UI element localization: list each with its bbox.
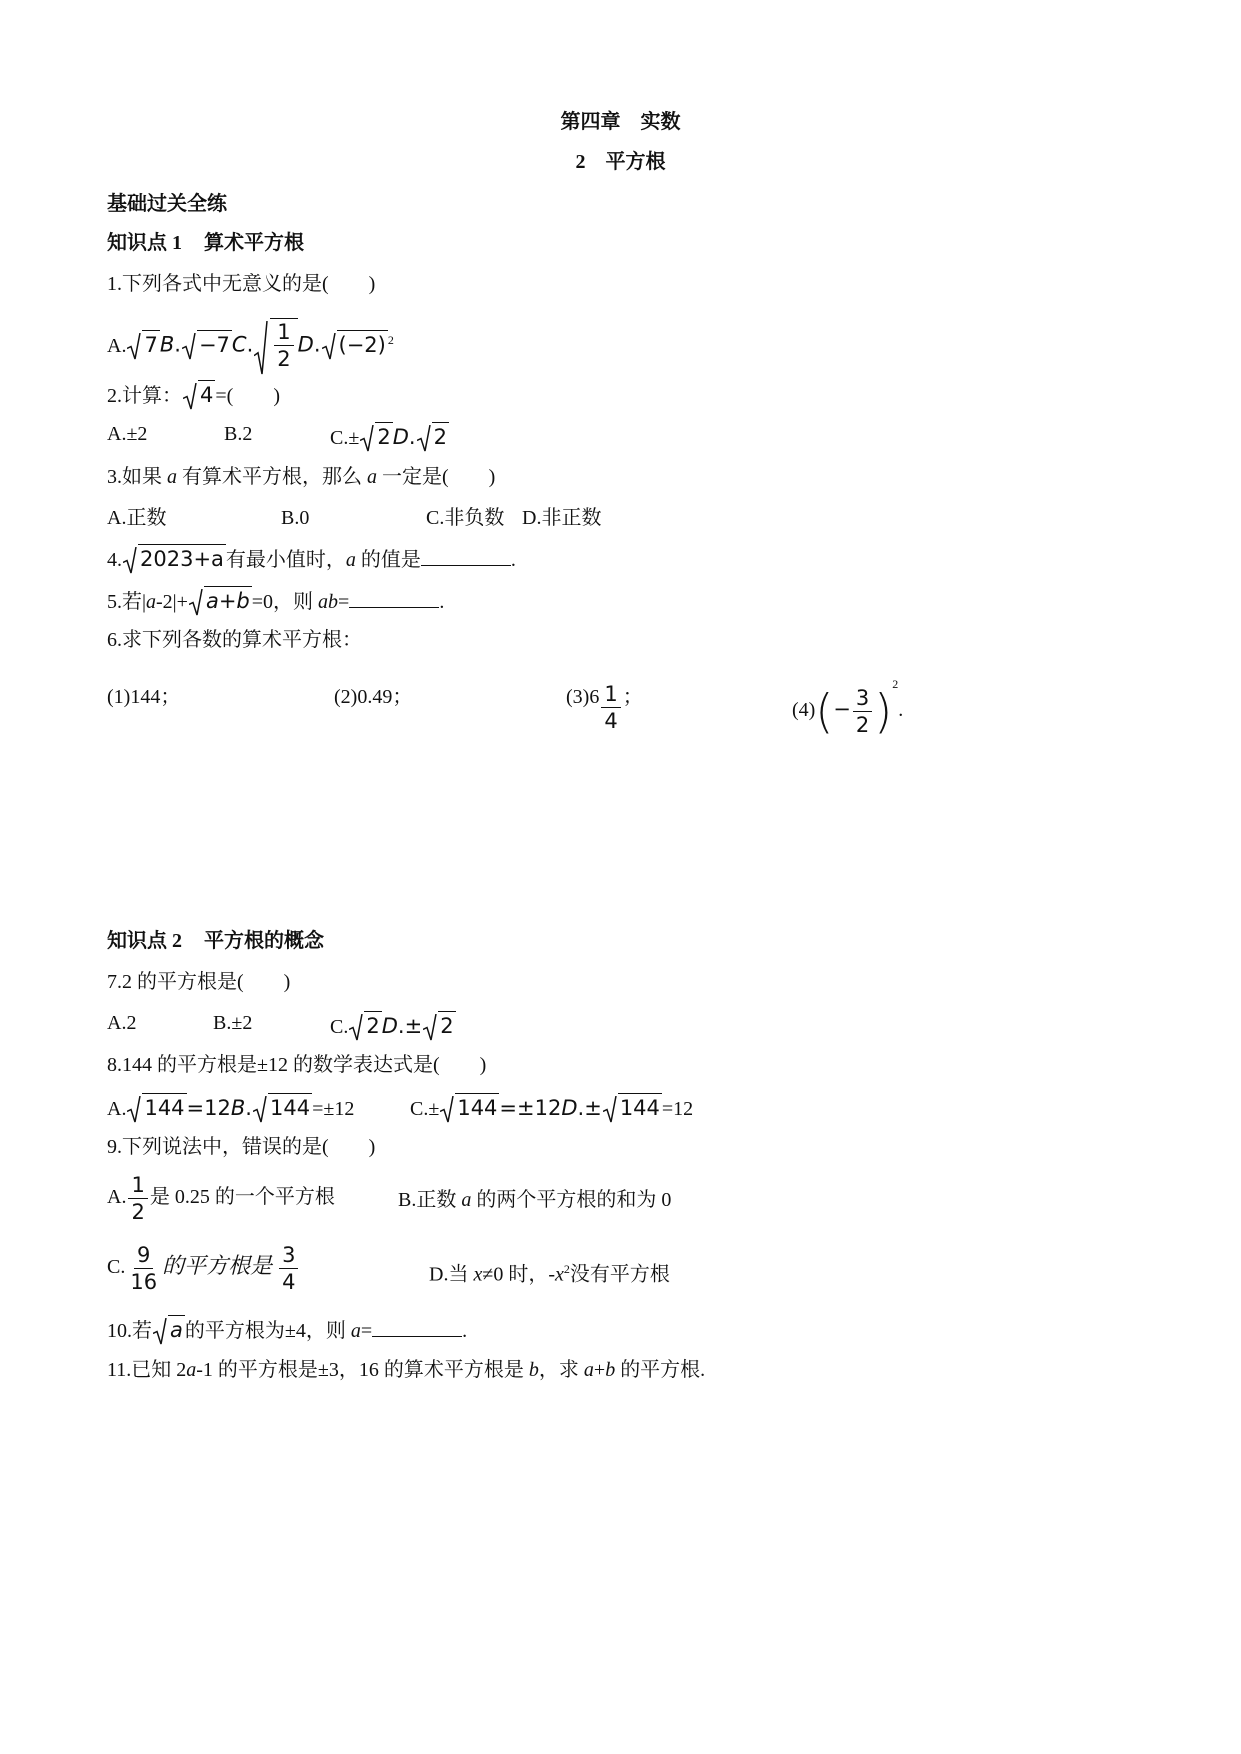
q3-option-b: B.0	[281, 507, 310, 529]
sqrt-symbol: 2023+a	[123, 544, 226, 571]
q9-option-b: B.正数 a 的两个平方根的和为 0	[398, 1189, 672, 1211]
sqrt-symbol: 144	[127, 1093, 186, 1120]
q8-option-cd: C.± 144=±12D.± 144 =12	[410, 1093, 693, 1121]
sqrt-symbol: 2	[349, 1011, 381, 1038]
q7-stem: 7.2 的平方根是( )	[107, 971, 291, 993]
q10-answer-blank[interactable]	[372, 1318, 462, 1337]
sqrt-symbol: a+b	[189, 586, 252, 613]
chapter-title: 第四章 实数	[560, 111, 681, 133]
q1-stem: 1.下列各式中无意义的是( )	[107, 273, 376, 295]
q3-option-d: D.非正数	[522, 507, 602, 529]
kp1-label: 知识点 1	[107, 232, 182, 254]
q9-stem: 9.下列说法中，错误的是( )	[107, 1136, 376, 1158]
q1-option-d: (−2)	[322, 330, 388, 357]
q5-answer-blank[interactable]	[349, 589, 439, 608]
practice-title: 基础过关全练	[107, 193, 227, 215]
sqrt-symbol: a	[153, 1315, 185, 1342]
kp1-title: 算术平方根	[204, 232, 304, 254]
sqrt-symbol: 144	[440, 1093, 499, 1120]
q6-stem: 6.求下列各数的算术平方根：	[107, 629, 362, 651]
q11-stem: 11.已知 2a-1 的平方根是±3，16 的算术平方根是 b，求 a+b 的平方根.	[107, 1359, 706, 1381]
sqrt-symbol: 4	[183, 380, 215, 407]
sqrt-symbol: 144	[603, 1093, 662, 1120]
q6-part-2: (2)0.49；	[334, 686, 413, 708]
q3-option-c: C.非负数	[426, 507, 505, 529]
q7-option-cd: C. 2D.± 2	[330, 1011, 456, 1039]
section-title: 2 平方根	[575, 151, 666, 173]
sqrt-symbol: 2	[423, 1011, 455, 1038]
sqrt-symbol: 2	[417, 422, 449, 449]
q1-option-c: $\frac{1}{2}$	[254, 318, 297, 372]
q1-option-c-label: C	[231, 332, 247, 357]
q1-option-b-label: B	[159, 332, 175, 357]
kp2-label: 知识点 2	[107, 930, 182, 952]
q3-option-a: A.正数	[107, 507, 167, 529]
q8-stem: 8.144 的平方根是±12 的数学表达式是( )	[107, 1054, 487, 1076]
q2-option-b: B.2	[224, 423, 253, 445]
q8-option-ab: A. 144=12B. 144 =±12	[107, 1093, 354, 1121]
sqrt-symbol: 2	[360, 422, 392, 449]
q3-stem: 3.如果 a 有算术平方根，那么 a 一定是( )	[107, 466, 496, 488]
q1-options: A. 7B. −7C. $\frac{1}{2}$ D. (−2) $^2$	[107, 318, 394, 372]
q2-option-cd: C.± 2D. 2	[330, 422, 449, 450]
knowledge-point-1	[107, 231, 304, 255]
q4-stem: 4. 2023+a 有最小值时，a 的值是 .	[107, 544, 516, 572]
q9-option-a: A. $\frac{1}{2}$ 是 0.25 的一个平方根	[107, 1173, 335, 1224]
q1-option-b: −7	[182, 330, 232, 357]
sqrt-symbol: 144	[253, 1093, 312, 1120]
q7-option-b: B.±2	[213, 1012, 253, 1034]
q5-stem: 5.若|a-2|+ a+b =0，则 ab= .	[107, 586, 444, 614]
knowledge-point-2	[107, 929, 324, 953]
q4-answer-blank[interactable]	[421, 547, 511, 566]
sqrt-symbol: 7	[127, 330, 159, 357]
q6-part-1: (1)144；	[107, 686, 181, 708]
q2-stem: 2.计算： 4 =( )	[107, 380, 280, 408]
q9-option-d: D.当 x≠0 时，$-x^2$没有平方根	[429, 1262, 670, 1286]
q6-part-3: (3)6 $\frac{1}{4}$ ；	[566, 682, 643, 733]
kp2-title: 平方根的概念	[204, 930, 324, 952]
q2-option-a: A.±2	[107, 423, 148, 445]
q1-option-d-label: D	[297, 332, 314, 357]
q7-option-a: A.2	[107, 1012, 137, 1034]
q6-part-4: (4)(− $\frac{3}{2}$ )$^2$.	[792, 677, 904, 739]
q1-option-a: A. 7	[107, 335, 160, 357]
q9-option-c: C. $\frac{9}{16}$ 的平方根是 $\frac{3}{4}$	[107, 1242, 300, 1295]
q10-stem: 10.若 a 的平方根为±4，则 a= .	[107, 1315, 467, 1343]
q1-option-d-exponent: 2	[387, 332, 394, 347]
